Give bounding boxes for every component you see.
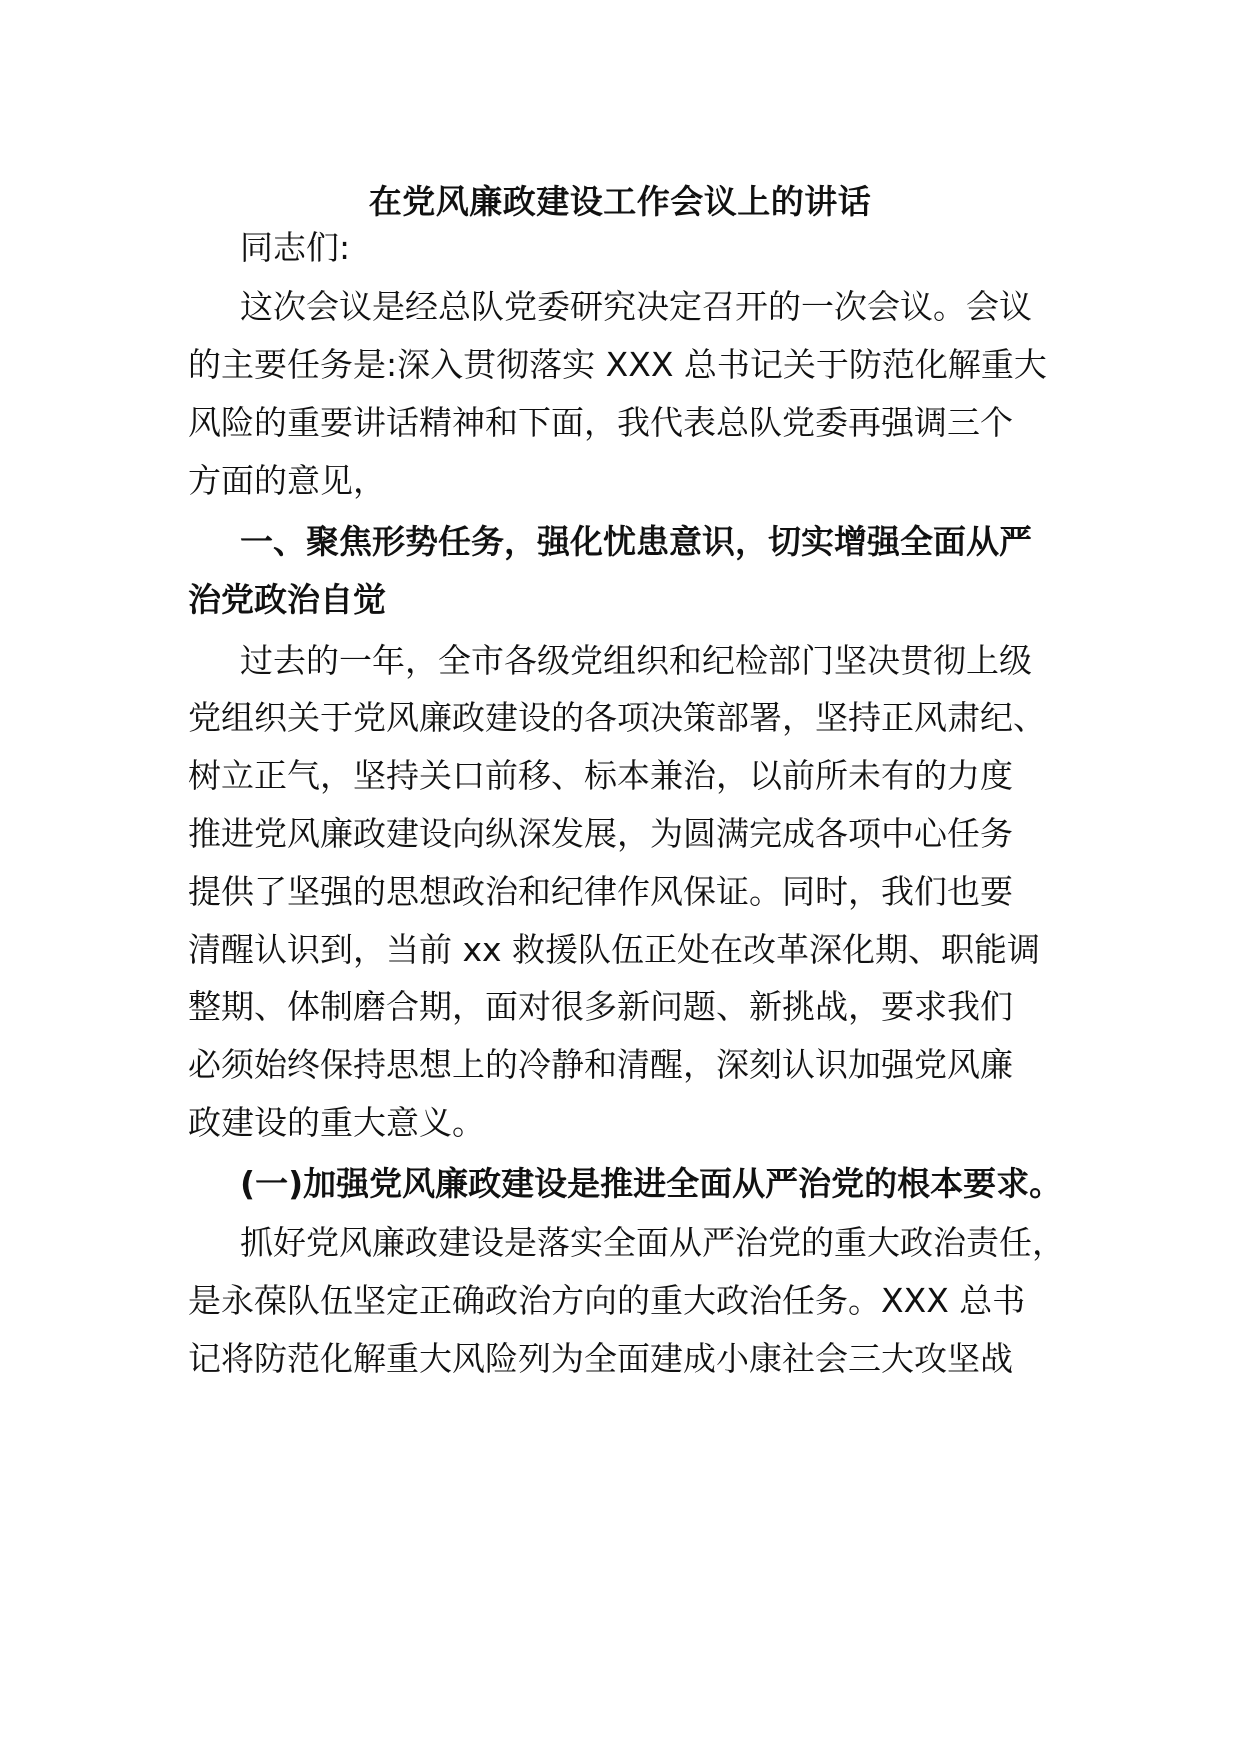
section-heading-line-2: 治党政治自觉 — [188, 580, 386, 619]
section-heading-line-1: 一、聚焦形势任务，强化忧患意识，切实增强全面从严 — [240, 522, 1032, 561]
document-title: 在党风廉政建设工作会议上的讲话 — [368, 182, 872, 221]
paragraph-3-line-6: 清醒认识到，当前 xx 救援队伍正处在改革深化期、职能调 — [188, 930, 1041, 969]
paragraph-3-line-2: 党组织关于党风廉政建设的各项决策部署，坚持正风肃纪、 — [188, 698, 1046, 737]
paragraph-1-line-4: 方面的意见， — [188, 461, 386, 500]
paragraph-3-line-9: 政建设的重大意义。 — [188, 1103, 485, 1142]
paragraph-3-line-5: 提供了坚强的思想政治和纪律作风保证。同时，我们也要 — [188, 872, 1013, 911]
paragraph-3-line-7: 整期、体制磨合期，面对很多新问题、新挑战，要求我们 — [188, 987, 1013, 1026]
paragraph-3-line-8: 必须始终保持思想上的冷静和清醒，深刻认识加强党风廉 — [188, 1045, 1013, 1084]
paragraph-1-line-3: 风险的重要讲话精神和下面，我代表总队党委再强调三个 — [188, 403, 1013, 442]
paragraph-5-line-1: 抓好党风廉政建设是落实全面从严治党的重大政治责任， — [240, 1223, 1065, 1262]
salutation: 同志们: — [240, 228, 351, 267]
paragraph-3-line-3: 树立正气，坚持关口前移、标本兼治，以前所未有的力度 — [188, 756, 1013, 795]
paragraph-1-line-2: 的主要任务是:深入贯彻落实 XXX 总书记关于防范化解重大 — [188, 345, 1047, 384]
paragraph-5-line-2: 是永葆队伍坚定正确政治方向的重大政治任务。XXX 总书 — [188, 1281, 1026, 1320]
paragraph-3-line-4: 推进党风廉政建设向纵深发展，为圆满完成各项中心任务 — [188, 814, 1013, 853]
paragraph-1-line-1: 这次会议是经总队党委研究决定召开的一次会议。会议 — [240, 287, 1032, 326]
subsection-heading: (一)加强党风廉政建设是推进全面从严治党的根本要求。 — [240, 1164, 1063, 1203]
paragraph-5-line-3: 记将防范化解重大风险列为全面建成小康社会三大攻坚战 — [188, 1339, 1013, 1378]
paragraph-3-line-1: 过去的一年，全市各级党组织和纪检部门坚决贯彻上级 — [240, 641, 1032, 680]
